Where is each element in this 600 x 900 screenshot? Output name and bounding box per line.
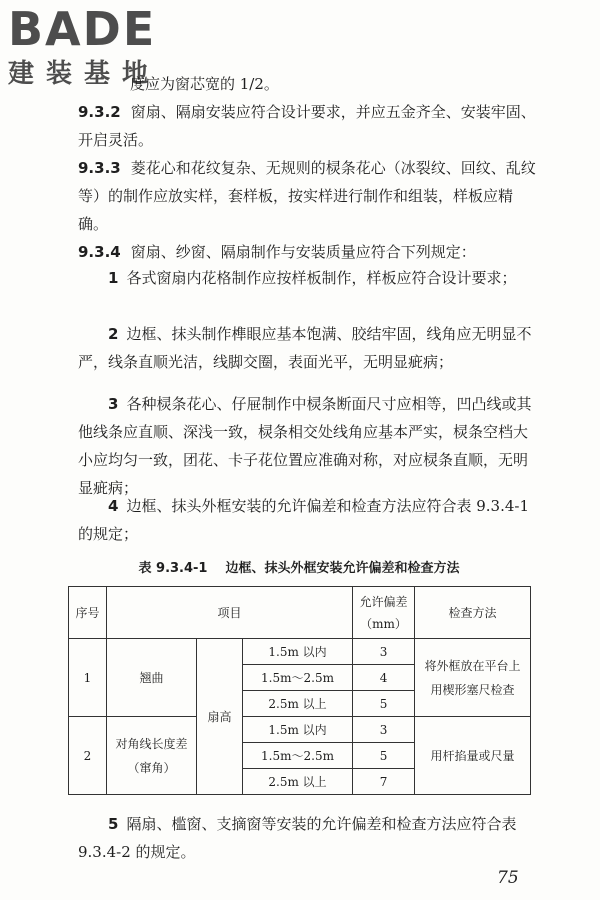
list-item-1 — [78, 264, 538, 292]
header-method: 检查方法 — [415, 587, 531, 639]
item-number: 5 — [108, 815, 119, 833]
table-row — [69, 717, 531, 743]
clause-number: 9.3.3 — [78, 159, 121, 177]
cell-range: 1.5m～2.5m — [243, 665, 353, 691]
clause-9-3-2 — [78, 98, 538, 154]
list-item-2 — [78, 320, 538, 376]
cell-tol: 3 — [353, 717, 415, 743]
item-number: 1 — [108, 269, 119, 287]
cell-tol: 7 — [353, 769, 415, 795]
list-item-4 — [78, 492, 538, 548]
cell-tol: 5 — [353, 691, 415, 717]
page-number: 75 — [497, 868, 519, 888]
item-number: 2 — [108, 325, 119, 343]
table-caption — [78, 557, 538, 576]
cell-range: 1.5m 以内 — [243, 639, 353, 665]
item-number: 4 — [108, 497, 119, 515]
cell-range: 1.5m～2.5m — [243, 743, 353, 769]
table-caption-number: 表 9.3.4-1 — [138, 561, 208, 576]
item-text: 各式窗扇内花格制作应按样板制作，样板应符合设计要求； — [126, 269, 517, 287]
clause-text: 菱花心和花纹复杂、无规则的棂条花心（冰裂纹、回纹、乱纹等）的制作应放实样，套样板，按实样进行制作和组装，样板应精确。 — [78, 159, 536, 233]
cell-range: 2.5m 以上 — [243, 769, 353, 795]
table-caption-title: 边框、抹头外框安装允许偏差和检查方法 — [225, 561, 460, 576]
list-item-3 — [78, 390, 538, 502]
item-text: 隔扇、槛窗、支摘窗等安装的允许偏差和检查方法应符合表 9.3.4-2 的规定。 — [78, 815, 517, 861]
header-tol-label: 允许偏差 — [359, 594, 408, 609]
item-number: 3 — [108, 395, 119, 413]
clause-9-3-3 — [78, 154, 538, 238]
table-header-row — [69, 587, 531, 639]
cell-name-main: 对角线长度差 — [115, 736, 188, 751]
method-line: 用楔形塞尺检查 — [430, 682, 515, 697]
header-item: 项目 — [107, 587, 353, 639]
clause-text: 窗扇、隔扇安装应符合设计要求，并应五金齐全、安装牢固、开启灵活。 — [78, 103, 536, 149]
fragment-line: 度应为窗芯宽的 1/2。 — [130, 75, 279, 93]
cell-tol: 4 — [353, 665, 415, 691]
item-text: 各种棂条花心、仔屉制作中棂条断面尺寸应相等，凹凸线或其他线条应直顺、深浅一致，棂条相交处线角应基本严实，棂条空档大小应均匀一致，团花、卡子花位置应准确对称，对应棂条直顺，无明显疵病； — [78, 395, 532, 497]
cell-name-sub: （窜角） — [127, 760, 176, 775]
header-tol-unit: （mm） — [360, 616, 407, 631]
item-text: 边框、抹头外框安装的允许偏差和检查方法应符合表 9.3.4-1 的规定； — [78, 497, 529, 543]
cell-tol: 5 — [353, 743, 415, 769]
header-tol — [353, 587, 415, 639]
header-seq: 序号 — [69, 587, 107, 639]
cell-tol: 3 — [353, 639, 415, 665]
cell-method — [415, 639, 531, 717]
cell-range: 2.5m 以上 — [243, 691, 353, 717]
cell-name — [107, 717, 197, 795]
list-item-5 — [78, 810, 538, 866]
cell-name: 翘曲 — [107, 639, 197, 717]
logo-brand-cn: 建装基地 — [8, 59, 161, 89]
cell-method: 用杆掐量或尺量 — [415, 717, 531, 795]
cell-seq: 1 — [69, 639, 107, 717]
cell-shared-item: 扇高 — [197, 639, 243, 795]
table-row — [69, 639, 531, 665]
clause-number: 9.3.4 — [78, 243, 121, 261]
clause-text: 窗扇、纱窗、隔扇制作与安装质量应符合下列规定： — [130, 243, 476, 261]
item-text: 边框、抹头制作榫眼应基本饱满、胶结牢固，线角应无明显不严，线条直顺光洁，线脚交圈，表面光平，无明显疵病； — [78, 325, 532, 371]
tolerance-table — [68, 586, 531, 795]
cell-range: 1.5m 以内 — [243, 717, 353, 743]
clause-number: 9.3.2 — [78, 103, 121, 121]
method-line: 将外框放在平台上 — [424, 658, 521, 673]
clause-9-3-4 — [78, 238, 538, 266]
logo-brand-en: BADE — [8, 2, 157, 56]
cell-seq: 2 — [69, 717, 107, 795]
